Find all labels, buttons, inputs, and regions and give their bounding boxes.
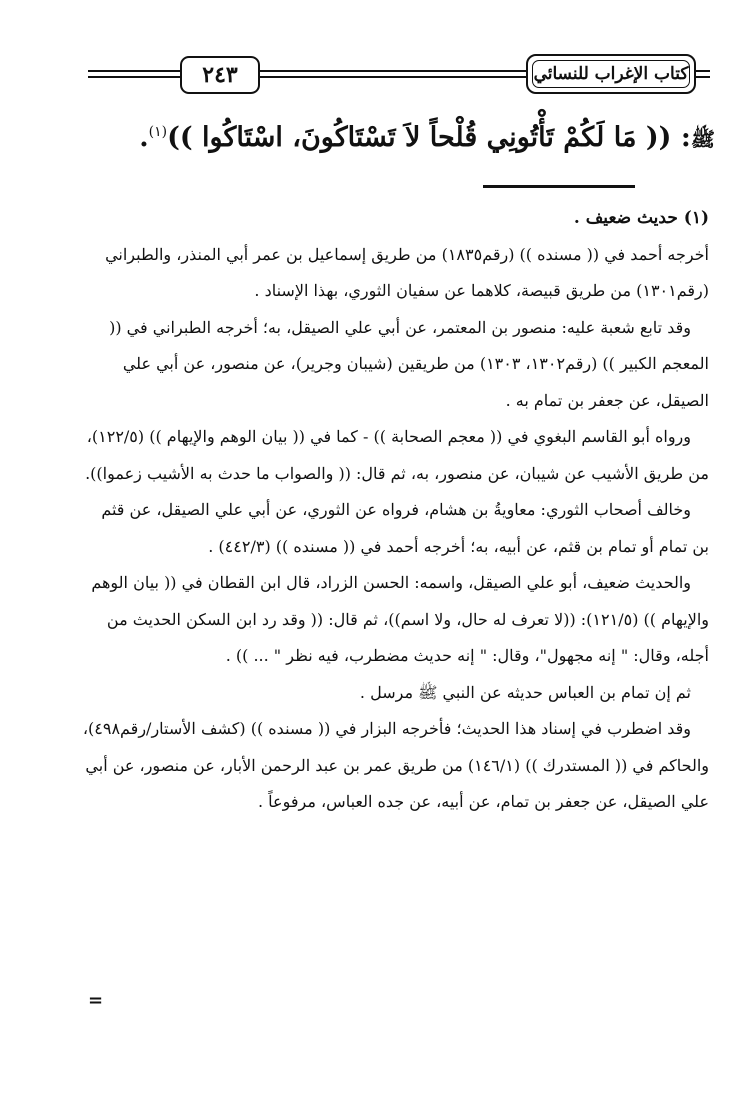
header-rule-right-top [696, 70, 710, 72]
header-rule-right-bottom [696, 76, 710, 78]
footnote-section [82, 200, 709, 821]
footnote-heading: (١) حديث ضعيف . [573, 208, 709, 228]
footnote-paragraph: أخرجه أحمد في (( مسنده )) (رقم١٨٣٥) من طريق إسماعيل بن عمر أبي المنذر، والطبراني (رقم١٣٠١) من طريق قبيصة، كلاهما عن سفيان الثوري، بهذا الإسناد . [105, 244, 709, 300]
page-number: ٢٤٣ [202, 62, 238, 88]
page-header [88, 54, 710, 100]
footnote-paragraph: وقد تابع شعبة عليه: منصور بن المعتمر، عن أبي علي الصيقل، به؛ أخرجه الطبراني في (( المعجم الكبير )) (رقم١٣٠٢، ١٣٠٣) من طريقين (شيبان وجرير)، عن منصور، عن أبي علي الصيقل، عن جعفر بن تمام به . [109, 317, 709, 410]
footnote-paragraph: والحديث ضعيف، أبو علي الصيقل، واسمه: الحسن الزراد، قال ابن القطان في (( بيان الوهم والإيهام )) (١٢١/٥): ((لا تعرف له حال، ولا اسم))، ثم قال: (( وقد رد ابن السكن الحديث من أجله، وقال: " إنه مجهول"، وقال: " إنه حديث مضطرب، فيه نظر " ... )) . [91, 573, 709, 665]
end-mark: = [88, 990, 104, 1011]
book-title-frame [526, 54, 696, 94]
header-rule-middle-bottom [260, 76, 526, 78]
header-rule-left-top [88, 70, 180, 72]
hadith-body: : (( مَا لَكُمْ تَأْتُونِي قُلْحاً لاَ تَسْتَاكُونَ، اسْتَاكُوا )) [167, 122, 691, 153]
hadith-text [139, 110, 715, 154]
book-title: كتاب الإغراب للنسائي [533, 64, 689, 84]
page-number-frame [180, 56, 260, 94]
footnote-paragraph: وخالف أصحاب الثوري: معاويةُ بن هشام، فرواه عن الثوري، عن أبي علي الصيقل، عن قثم بن تمام أو تمام بن قثم، عن أبيه، به؛ أخرجه أحمد في (( مسنده )) (٤٤٢/٣) . [101, 500, 709, 556]
hadith-end: . [139, 122, 149, 153]
footnote-paragraph: ثم إن تمام بن العباس حديثه عن النبي ﷺ مرسل . [359, 682, 691, 702]
salla-symbol: ﷺ [690, 127, 715, 151]
footnote-paragraph: ورواه أبو القاسم البغوي في (( معجم الصحابة )) - كما في (( بيان الوهم والإيهام )) (١٢٢/٥)، من طريق الأشيب عن شيبان، عن منصور، به، ثم قال: (( والصواب ما حدث به الأشيب زعموا)). [85, 427, 709, 483]
header-rule-left-bottom [88, 76, 180, 78]
footnote-paragraph: وقد اضطرب في إسناد هذا الحديث؛ فأخرجه البزار في (( مسنده )) (كشف الأستار/رقم٤٩٨)، والحاكم في (( المستدرك )) (١٤٦/١) من طريق عمر بن عبد الرحمن الأبار، عن منصور، عن أبي علي الصيقل، عن جعفر بن تمام، عن أبيه، عن جده العباس، مرفوعاً . [82, 719, 709, 811]
header-rule-middle-top [260, 70, 526, 72]
footnote-separator [483, 185, 635, 188]
footnote-reference: (١) [148, 124, 168, 140]
